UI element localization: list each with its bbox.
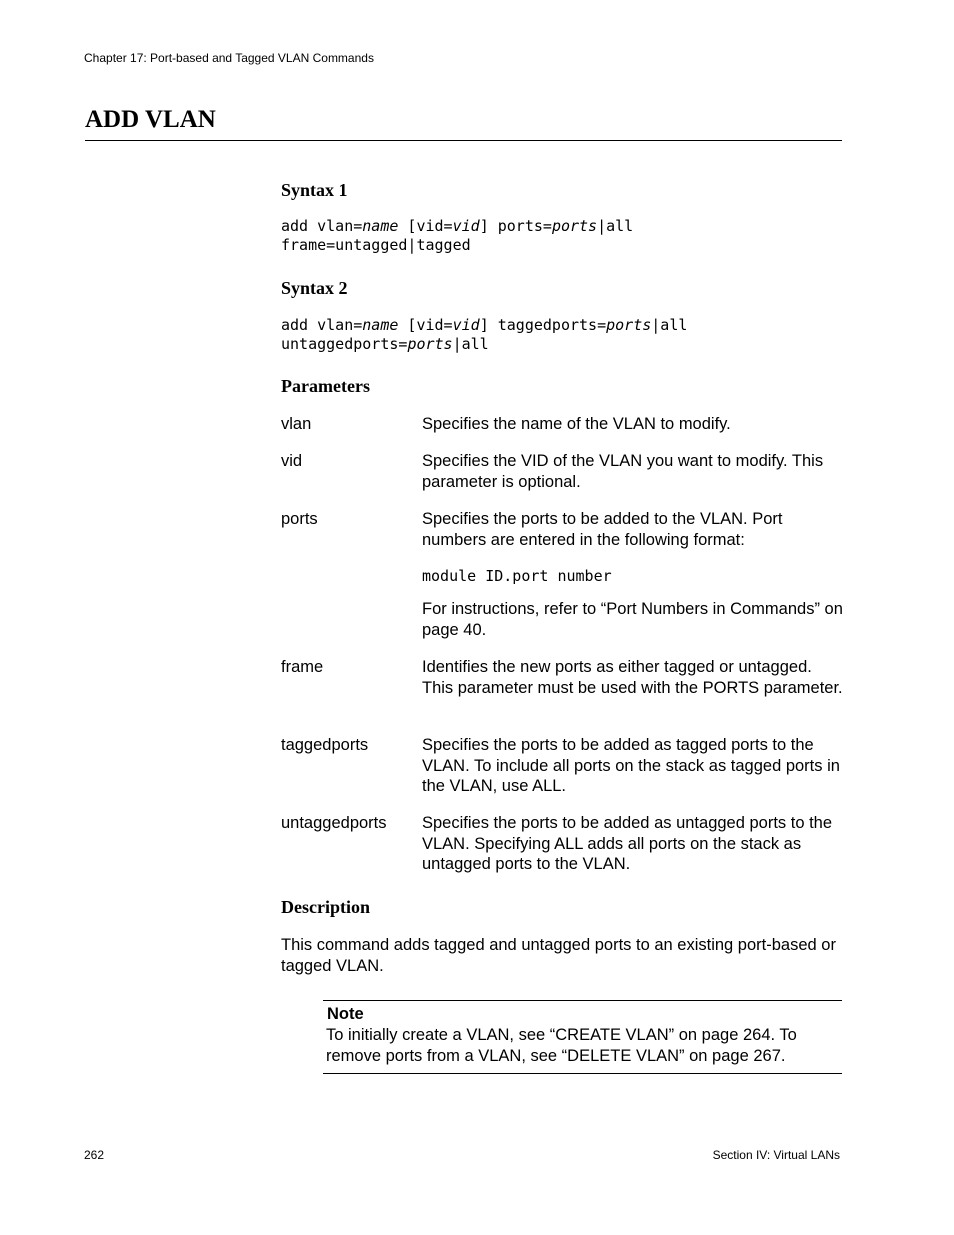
code-text: |all	[651, 316, 688, 334]
syntax1-line1	[281, 217, 633, 235]
page-title: ADD VLAN	[85, 106, 216, 133]
code-variable: name	[362, 217, 399, 235]
syntax2-line1	[281, 316, 687, 334]
param-ports-format: module ID.port number	[422, 567, 612, 585]
note-label: Note	[327, 1005, 364, 1023]
code-text: [vid=	[398, 316, 453, 334]
code-variable: name	[362, 316, 399, 334]
section-footer: Section IV: Virtual LANs	[712, 1148, 840, 1162]
param-name-taggedports: taggedports	[281, 736, 369, 754]
code-text: add vlan=	[281, 217, 363, 235]
parameters-heading: Parameters	[281, 376, 370, 396]
code-variable: vid	[452, 316, 480, 334]
title-rule	[85, 140, 842, 141]
param-name-ports: ports	[281, 510, 318, 528]
code-text: |all	[597, 217, 634, 235]
code-variable: ports	[551, 217, 598, 235]
param-desc-untaggedports: Specifies the ports to be added as untagged ports to the VLAN. Specifying ALL adds all ports on the stack as untagged ports to the VLAN.	[422, 814, 833, 873]
code-text: untaggedports=	[281, 335, 408, 353]
description-heading: Description	[281, 897, 370, 917]
syntax1-code	[281, 217, 633, 255]
syntax1-heading: Syntax 1	[281, 180, 348, 200]
param-name-vid: vid	[281, 452, 303, 470]
note-text: To initially create a VLAN, see “CREATE VLAN” on page 264. To remove ports from a VLAN, see “DELETE VLAN” on page 267.	[326, 1026, 797, 1065]
param-desc-vlan: Specifies the name of the VLAN to modify.	[422, 415, 731, 433]
param-desc-ports: Specifies the ports to be added to the VLAN. Port numbers are entered in the following format:	[422, 510, 783, 549]
page-number: 262	[84, 1148, 105, 1162]
param-name-frame: frame	[281, 658, 324, 676]
syntax1-line2: frame=untagged|tagged	[281, 236, 471, 254]
code-variable: ports	[606, 316, 652, 334]
param-desc-frame: Identifies the new ports as either tagged or untagged. This parameter must be used with the PORTS parameter.	[422, 658, 843, 697]
code-text: [vid=	[398, 217, 453, 235]
syntax2-heading: Syntax 2	[281, 278, 348, 298]
code-variable: vid	[452, 217, 480, 235]
syntax2-code	[281, 316, 687, 354]
code-text: ] ports=	[479, 217, 552, 235]
code-variable: ports	[407, 335, 453, 353]
code-text: add vlan=	[281, 316, 363, 334]
code-text: ] taggedports=	[479, 316, 607, 334]
note-box	[323, 1000, 842, 1074]
running-header: Chapter 17: Port-based and Tagged VLAN Commands	[84, 51, 374, 65]
param-name-vlan: vlan	[281, 415, 312, 433]
syntax2-line2	[281, 335, 489, 353]
param-desc-taggedports: Specifies the ports to be added as tagged ports to the VLAN. To include all ports on the stack as tagged ports in the VLAN, use ALL.	[422, 736, 840, 795]
param-name-untaggedports: untaggedports	[281, 814, 387, 832]
description-text: This command adds tagged and untagged ports to an existing port-based or tagged VLAN.	[281, 936, 836, 975]
code-text: |all	[452, 335, 489, 353]
param-ports-reference: For instructions, refer to “Port Numbers in Commands” on page 40.	[422, 600, 843, 639]
param-desc-vid: Specifies the VID of the VLAN you want to modify. This parameter is optional.	[422, 452, 824, 491]
